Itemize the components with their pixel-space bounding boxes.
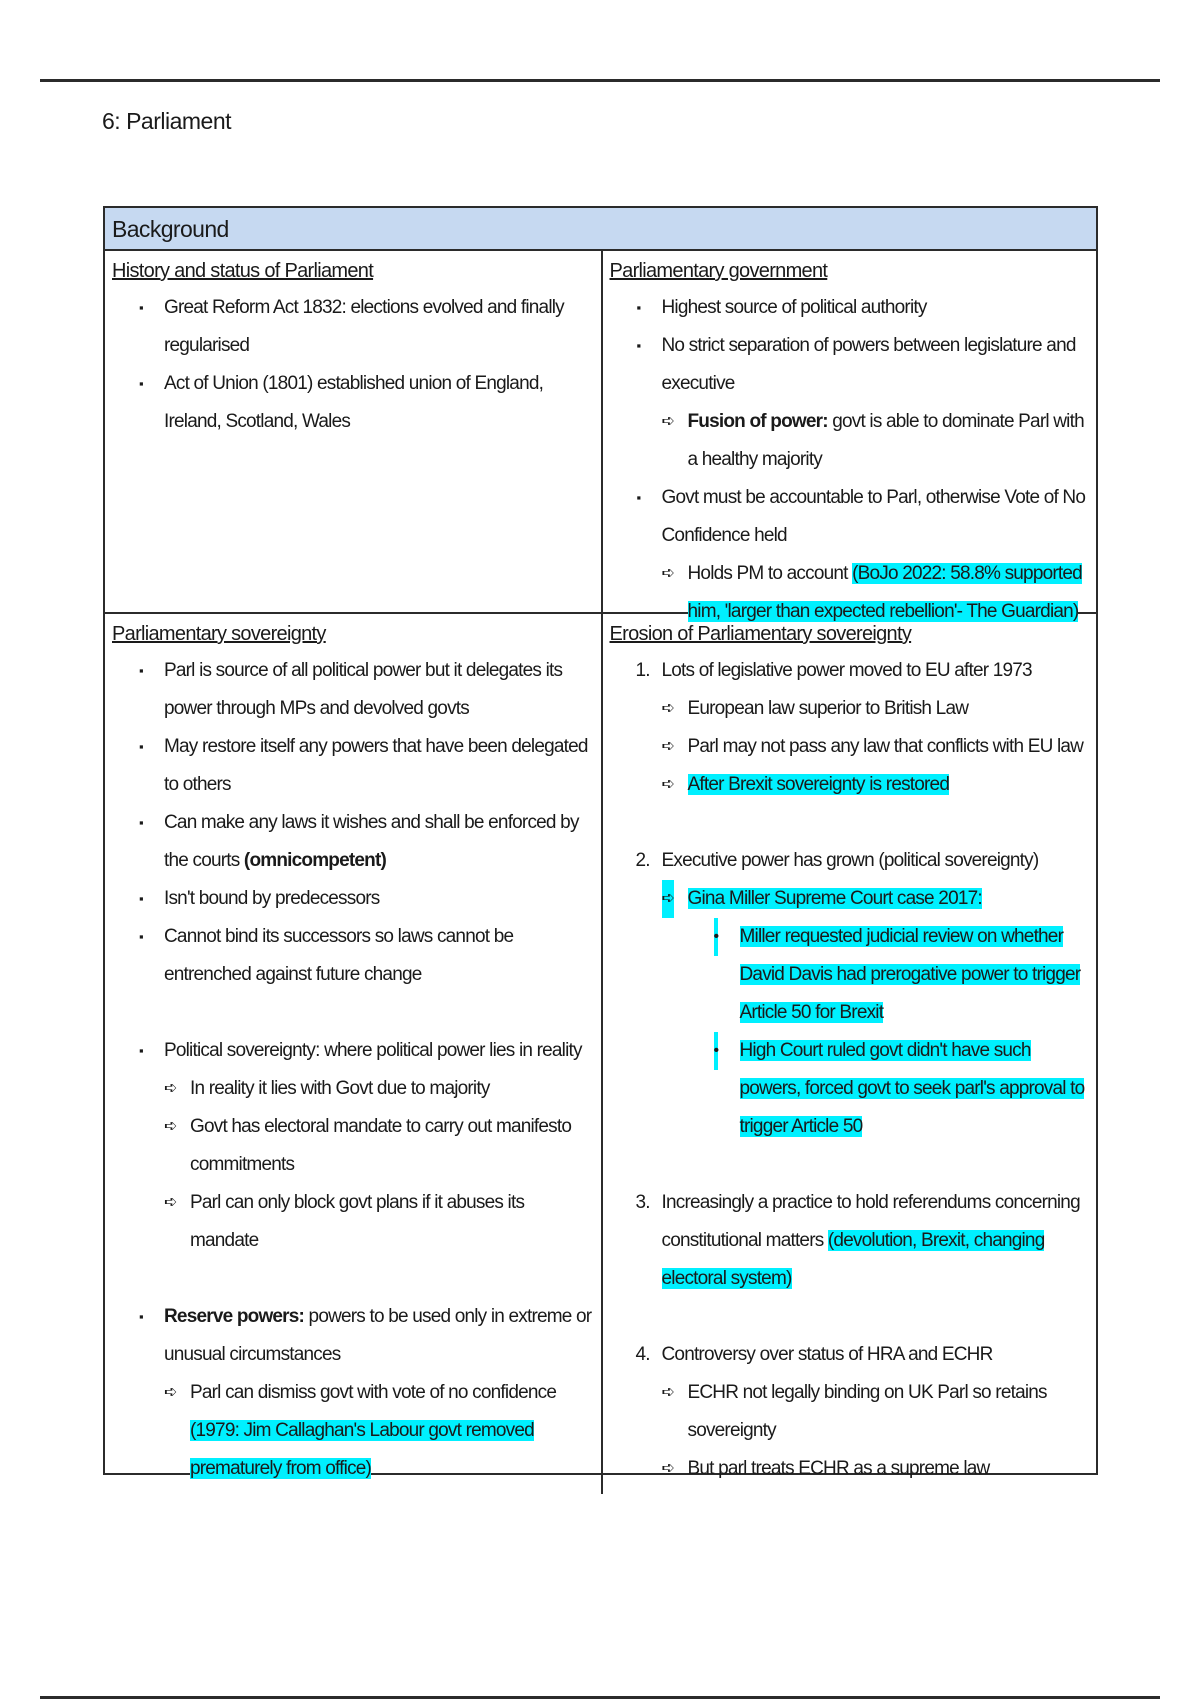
square-bullet-icon: ▪ [139,1309,143,1324]
list-item: ▪ Cannot bind its successors so laws cannot be entrenched against future change [112,918,593,994]
numbered-item: 2. Executive power has grown (political sovereignty) [635,850,1039,871]
cell-heading: Erosion of Parliamentary sovereignty [609,623,912,645]
top-rule [40,79,1160,82]
highlight: (1979: Jim Callaghan's Labour govt removed prematurely from office) [190,1420,534,1479]
arrow-icon: ➪ [164,1080,177,1097]
spacer [112,1260,593,1298]
bullet-item [610,1032,1089,1146]
list-item: ▪ Act of Union (1801) established union of England, Ireland, Scotland, Wales [112,365,593,441]
sub-item [610,766,1089,804]
sub-item: ➪ ECHR not legally binding on UK Parl so retains sovereignty [610,1374,1089,1450]
list-item: ▪ Highest source of political authority [610,289,1089,327]
square-bullet-icon: ▪ [139,891,143,906]
square-bullet-icon: ▪ [636,338,641,353]
table-row [105,251,1096,622]
numbered-item: 1. Lots of legislative power moved to EU after 1973 [635,660,1032,681]
numbered-item: 4. Controversy over status of HRA and ECHR [635,1344,993,1365]
list-item: ▪ May restore itself any powers that have been delegated to others [112,728,593,804]
table-header: Background [105,208,1096,251]
arrow-icon: ➪ [661,1384,675,1401]
sub-item: ➪ Parl can only block govt plans if it abuses its mandate [112,1184,593,1260]
notes-table [103,206,1098,1479]
sub-item: ➪ Parl may not pass any law that conflicts with EU law [610,728,1089,766]
sub-item: ➪ Parl can dismiss govt with vote of no confidence (1979: Jim Callaghan's Labour govt removed prematurely from office) [112,1374,593,1488]
spacer [610,804,1089,842]
dot-bullet-icon: • [714,918,719,956]
arrow-icon: ➪ [164,1118,177,1135]
arrow-icon: ➪ [661,1460,675,1477]
bottom-rule [40,1696,1160,1699]
list-item: ▪ Isn't bound by predecessors [112,880,593,918]
dot-bullet-icon: • [714,1032,719,1070]
highlight: (devolution, Brexit, changing electoral system) [661,1230,1045,1289]
highlight: (BoJo 2022: 58.8% supported him, 'larger than expected rebellion'- The Guardian) [687,563,1082,622]
sub-item: ➪ European law superior to British Law [610,690,1089,728]
square-bullet-icon: ▪ [139,663,143,678]
square-bullet-icon: ▪ [139,376,143,391]
cell-heading: History and status of Parliament [112,260,374,282]
highlight: After Brexit sovereignty is restored [687,774,950,795]
sovereignty-list [112,652,593,1488]
list-item: ▪ Can make any laws it wishes and shall be enforced by the courts (omnicompetent) [112,804,593,880]
spacer [610,1146,1089,1184]
bullet-item [610,918,1089,1032]
arrow-icon: ➪ [164,1194,177,1211]
sub-item: ➪ Fusion of power: govt is able to dominate Parl with a healthy majority [610,403,1089,479]
history-list [112,289,593,441]
parl-gov-cell [601,251,1097,622]
highlight: Gina Miller Supreme Court case 2017: [687,888,982,909]
arrow-icon: ➪ [662,880,675,918]
list-item: ▪ Parl is source of all political power but it delegates its power through MPs and devolved govts [112,652,593,728]
sub-item: ➪ In reality it lies with Govt due to majority [112,1070,593,1108]
list-item: ▪ Govt must be accountable to Parl, otherwise Vote of No Confidence held [610,479,1089,555]
square-bullet-icon: ▪ [636,490,641,505]
square-bullet-icon: ▪ [139,815,143,830]
sovereignty-cell [105,614,601,1494]
cell-heading: Parliamentary sovereignty [112,623,326,645]
arrow-icon: ➪ [661,738,675,755]
erosion-cell [601,614,1097,1494]
highlight: High Court ruled govt didn't have such powers, forced govt to seek parl's approval to trigger Article 50 [739,1040,1085,1137]
arrow-icon: ➪ [661,565,675,582]
sub-item: ➪ Holds PM to account (BoJo 2022: 58.8% supported him, 'larger than expected rebellion'- The Guardian) [610,555,1089,631]
square-bullet-icon: ▪ [139,1043,143,1058]
arrow-icon: ➪ [661,776,675,793]
square-bullet-icon: ▪ [139,929,143,944]
arrow-icon: ➪ [661,700,675,717]
sub-item [610,880,1089,918]
cell-heading: Parliamentary government [609,260,828,282]
numbered-item: 3. Increasingly a practice to hold referendums concerning constitutional matters (devolution, Brexit, changing electoral system) [635,1192,1080,1289]
list-item: ▪ Great Reform Act 1832: elections evolved and finally regularised [112,289,593,365]
sub-item: ➪ Govt has electoral mandate to carry out manifesto commitments [112,1108,593,1184]
arrow-icon: ➪ [164,1384,177,1401]
table-row [105,614,1096,1494]
page-title: 6: Parliament [102,108,232,134]
parl-gov-list [610,289,1089,631]
arrow-icon: ➪ [661,413,675,430]
square-bullet-icon: ▪ [636,300,641,315]
list-item: ▪ Political sovereignty: where political power lies in reality [112,1032,593,1070]
highlight: Miller requested judicial review on whether David Davis had prerogative power to trigger Article 50 for Brexit [739,926,1081,1023]
square-bullet-icon: ▪ [139,300,143,315]
spacer [610,1298,1089,1336]
history-cell [105,251,601,612]
square-bullet-icon: ▪ [139,739,143,754]
spacer [112,994,593,1032]
list-item: ▪ Reserve powers: powers to be used only in extreme or unusual circumstances [112,1298,593,1374]
list-item: ▪ No strict separation of powers between legislature and executive [610,327,1089,403]
erosion-list [610,652,1089,1488]
sub-item: ➪ But parl treats ECHR as a supreme law [610,1450,1089,1488]
